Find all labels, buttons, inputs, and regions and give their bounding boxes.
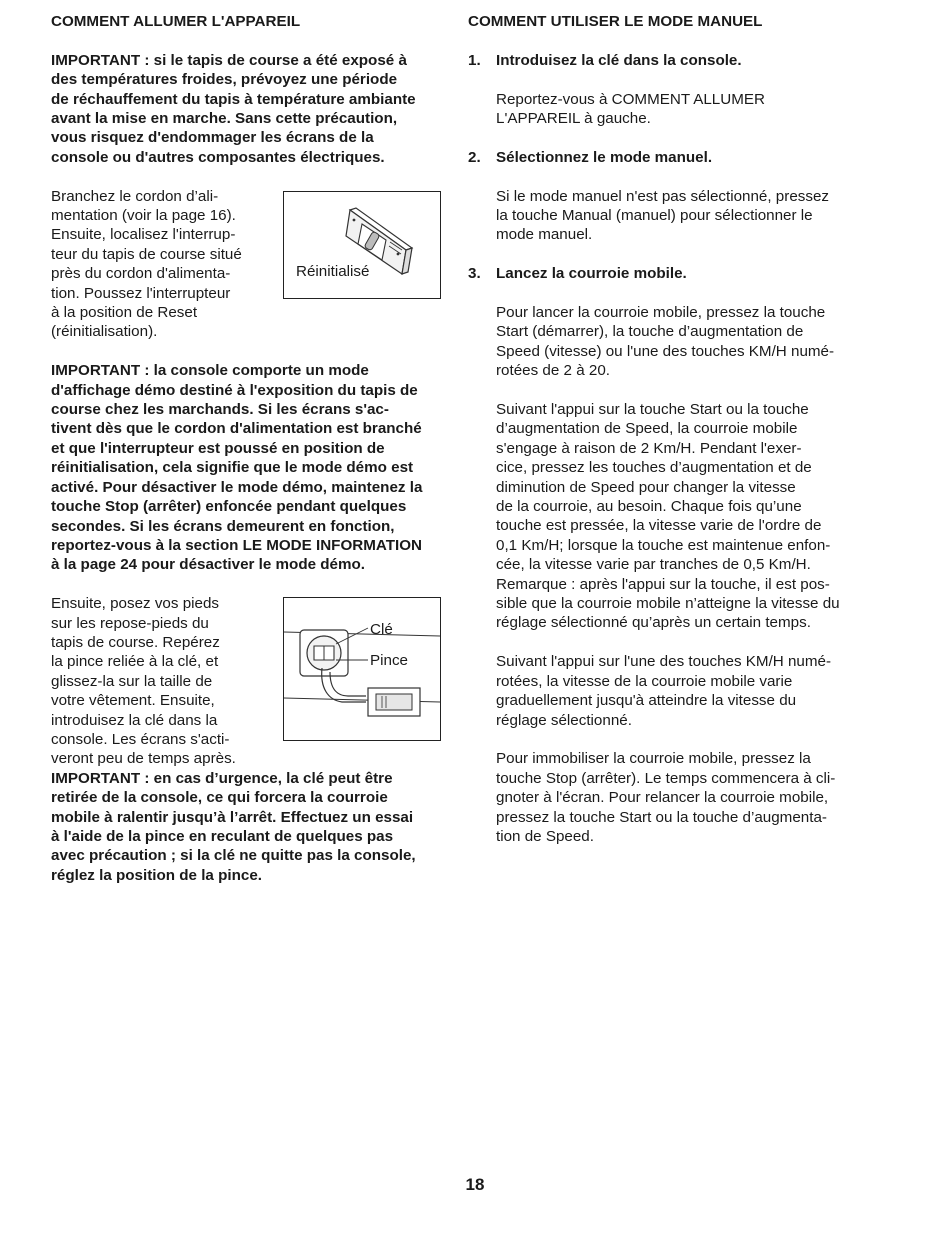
text-line: touche Stop (arrêter). Le temps commencera à cli- [496, 769, 836, 787]
text-line: la touche Manual (manuel) pour sélectionner le [496, 207, 813, 224]
reset-label: Réinitialisé [296, 263, 370, 280]
text-line: mentation (voir la page 16). [51, 207, 236, 225]
key-and-clip-illustration [284, 598, 440, 740]
step-number: 2. [468, 148, 481, 166]
step-paragraph [468, 400, 868, 633]
text-line: rotées de 2 à 20. [496, 362, 610, 380]
text-line: à la position de Reset [51, 304, 198, 322]
important-cold-warning [51, 51, 451, 167]
text-line: vous risquez d'endommager les écrans de la [51, 129, 374, 147]
section-title-manual-mode: COMMENT UTILISER LE MODE MANUEL [468, 13, 763, 30]
text-line: et que l'interrupteur est poussé en position de [51, 439, 385, 457]
text-line: de réchauffement du tapis à température ambiante [51, 90, 416, 108]
text-line: (réinitialisation). [51, 323, 158, 341]
step-1 [468, 51, 868, 148]
text-line: introduisez la clé dans la [51, 711, 218, 729]
text-line: Suivant l'appui sur l'une des touches KM/H numé- [496, 653, 832, 671]
text-line: d’augmentation de Speed, la courroie mobile [496, 420, 798, 438]
step-number: 1. [468, 51, 481, 69]
text-line: mobile à ralentir jusqu’à l’arrêt. Effectuez un essai [51, 808, 414, 826]
text-line: cée, la vitesse varie par tranches de 0,5 Km/H. [496, 556, 811, 574]
text-line: Si le mode manuel n'est pas sélectionné, pressez [496, 187, 829, 205]
text-line: près du cordon d'alimenta- [51, 265, 231, 283]
text-line: IMPORTANT : la console comporte un mode [51, 362, 369, 380]
text-line: de la courroie, au besoin. Chaque fois qu’une [496, 498, 802, 516]
text-line: Reportez-vous à COMMENT ALLUMER [496, 90, 765, 108]
text-line: glissez-la sur la taille de [51, 672, 213, 690]
important-demo-mode [51, 361, 451, 574]
text-line: mode manuel. [496, 226, 593, 244]
text-line: Pour immobiliser la courroie mobile, pressez la [496, 750, 811, 768]
text-line: Branchez le cordon d’ali- [51, 187, 219, 205]
step-3 [468, 264, 868, 846]
manual-mode-steps [468, 51, 868, 847]
text-line: pressez la touche Start ou la touche d’augmenta- [496, 808, 827, 826]
text-line: Ensuite, localisez l'interrup- [51, 226, 236, 244]
step-2 [468, 148, 868, 264]
text-line: des températures froides, prévoyez une période [51, 71, 398, 89]
text-line: la pince reliée à la clé, et [51, 653, 219, 671]
text-line: réglez la position de la pince. [51, 866, 262, 884]
text-line: veront peu de temps après. [51, 750, 236, 768]
text-line: reportez-vous à la section LE MODE INFORMATION [51, 536, 423, 554]
text-line: votre vêtement. Ensuite, [51, 692, 215, 710]
text-line: 0,1 Km/H; lorsque la touche est maintenue enfon- [496, 536, 831, 554]
page-number: 18 [465, 1175, 485, 1194]
text-line: graduellement jusqu'à atteindre la vitesse du [496, 692, 797, 710]
text-line: Start (démarrer), la touche d’augmentation de [496, 323, 804, 341]
text-line: IMPORTANT : en cas d’urgence, la clé peut être [51, 769, 393, 787]
text-line: réglage sélectionné. [496, 711, 632, 729]
step-paragraph [468, 652, 868, 730]
reset-switch-figure [283, 191, 441, 299]
text-line: à la page 24 pour désactiver le mode démo. [51, 556, 365, 574]
key-clip-figure [283, 597, 441, 741]
step-paragraph [468, 90, 868, 129]
text-line: gnoter à l'écran. Pour relancer la courroie mobile, [496, 789, 829, 807]
text-line: réinitialisation, cela signifie que le mode démo est [51, 459, 414, 477]
important-emergency-key [51, 769, 451, 885]
text-line: d'affichage démo destiné à l'exposition du tapis de [51, 381, 418, 399]
text-line: Pour lancer la courroie mobile, pressez la touche [496, 304, 826, 321]
text-line: avec précaution ; si la clé ne quitte pas la console, [51, 847, 416, 865]
text-line: touche est pressée, la vitesse varie de l'ordre de [496, 517, 822, 535]
text-line: cice, pressez les touches d’augmentation et de [496, 459, 812, 477]
text-line: Speed (vitesse) ou l'une des touches KM/H numé- [496, 342, 835, 360]
text-line: Ensuite, posez vos pieds [51, 595, 220, 613]
text-line: teur du tapis de course situé [51, 245, 242, 263]
text-line: réglage sélectionné qu’après un certain temps. [496, 614, 811, 632]
text-line: secondes. Si les écrans demeurent en fonction, [51, 517, 395, 535]
left-column [51, 12, 451, 885]
text-line: s'engage à raison de 2 Km/H. Pendant l'exer- [496, 439, 802, 457]
text-line: touche Stop (arrêter) enfoncée pendant quelques [51, 498, 407, 516]
step-title: Lancez la courroie mobile. [496, 265, 687, 283]
text-line: rotées, la vitesse de la courroie mobile varie [496, 672, 793, 690]
text-line: diminution de Speed pour changer la vitesse [496, 478, 796, 496]
step-title: Sélectionnez le mode manuel. [496, 148, 713, 166]
text-line: sible que la courroie mobile n’atteigne la vitesse du [496, 595, 840, 613]
text-line: IMPORTANT : si le tapis de course a été exposé à [51, 51, 407, 69]
text-line: L'APPAREIL à gauche. [496, 110, 651, 127]
step-paragraph [468, 187, 868, 245]
text-line: tion de Speed. [496, 827, 594, 845]
text-line: console ou d'autres composantes électriques. [51, 148, 385, 166]
text-line: sur les repose-pieds du [51, 614, 209, 632]
text-line: avant la mise en marche. Sans cette précaution, [51, 110, 398, 128]
right-column [468, 12, 868, 846]
clip-label: Pince [370, 652, 408, 669]
text-line: retirée de la console, ce qui forcera la courroie [51, 789, 388, 807]
text-line: Suivant l'appui sur la touche Start ou la touche [496, 401, 809, 419]
text-line: tivent dès que le cordon d'alimentation est branché [51, 420, 422, 438]
circuit-breaker-illustration [284, 192, 440, 298]
step-paragraph [468, 749, 868, 846]
text-line: tion. Poussez l'interrupteur [51, 284, 231, 302]
step-number: 3. [468, 265, 481, 283]
text-line: console. Les écrans s'acti- [51, 730, 230, 748]
text-line: Remarque : après l'appui sur la touche, il est pos- [496, 575, 830, 593]
text-line: activé. Pour désactiver le mode démo, maintenez la [51, 478, 423, 496]
step-title: Introduisez la clé dans la console. [496, 51, 742, 69]
section-title-power-on: COMMENT ALLUMER L'APPAREIL [51, 13, 301, 30]
step-paragraph [468, 303, 868, 381]
text-line: à l'aide de la pince en reculant de quelques pas [51, 828, 394, 845]
key-label: Clé [370, 621, 393, 638]
text-line: tapis de course. Repérez [51, 633, 220, 651]
text-line: course chez les marchands. Si les écrans s'ac- [51, 401, 389, 419]
